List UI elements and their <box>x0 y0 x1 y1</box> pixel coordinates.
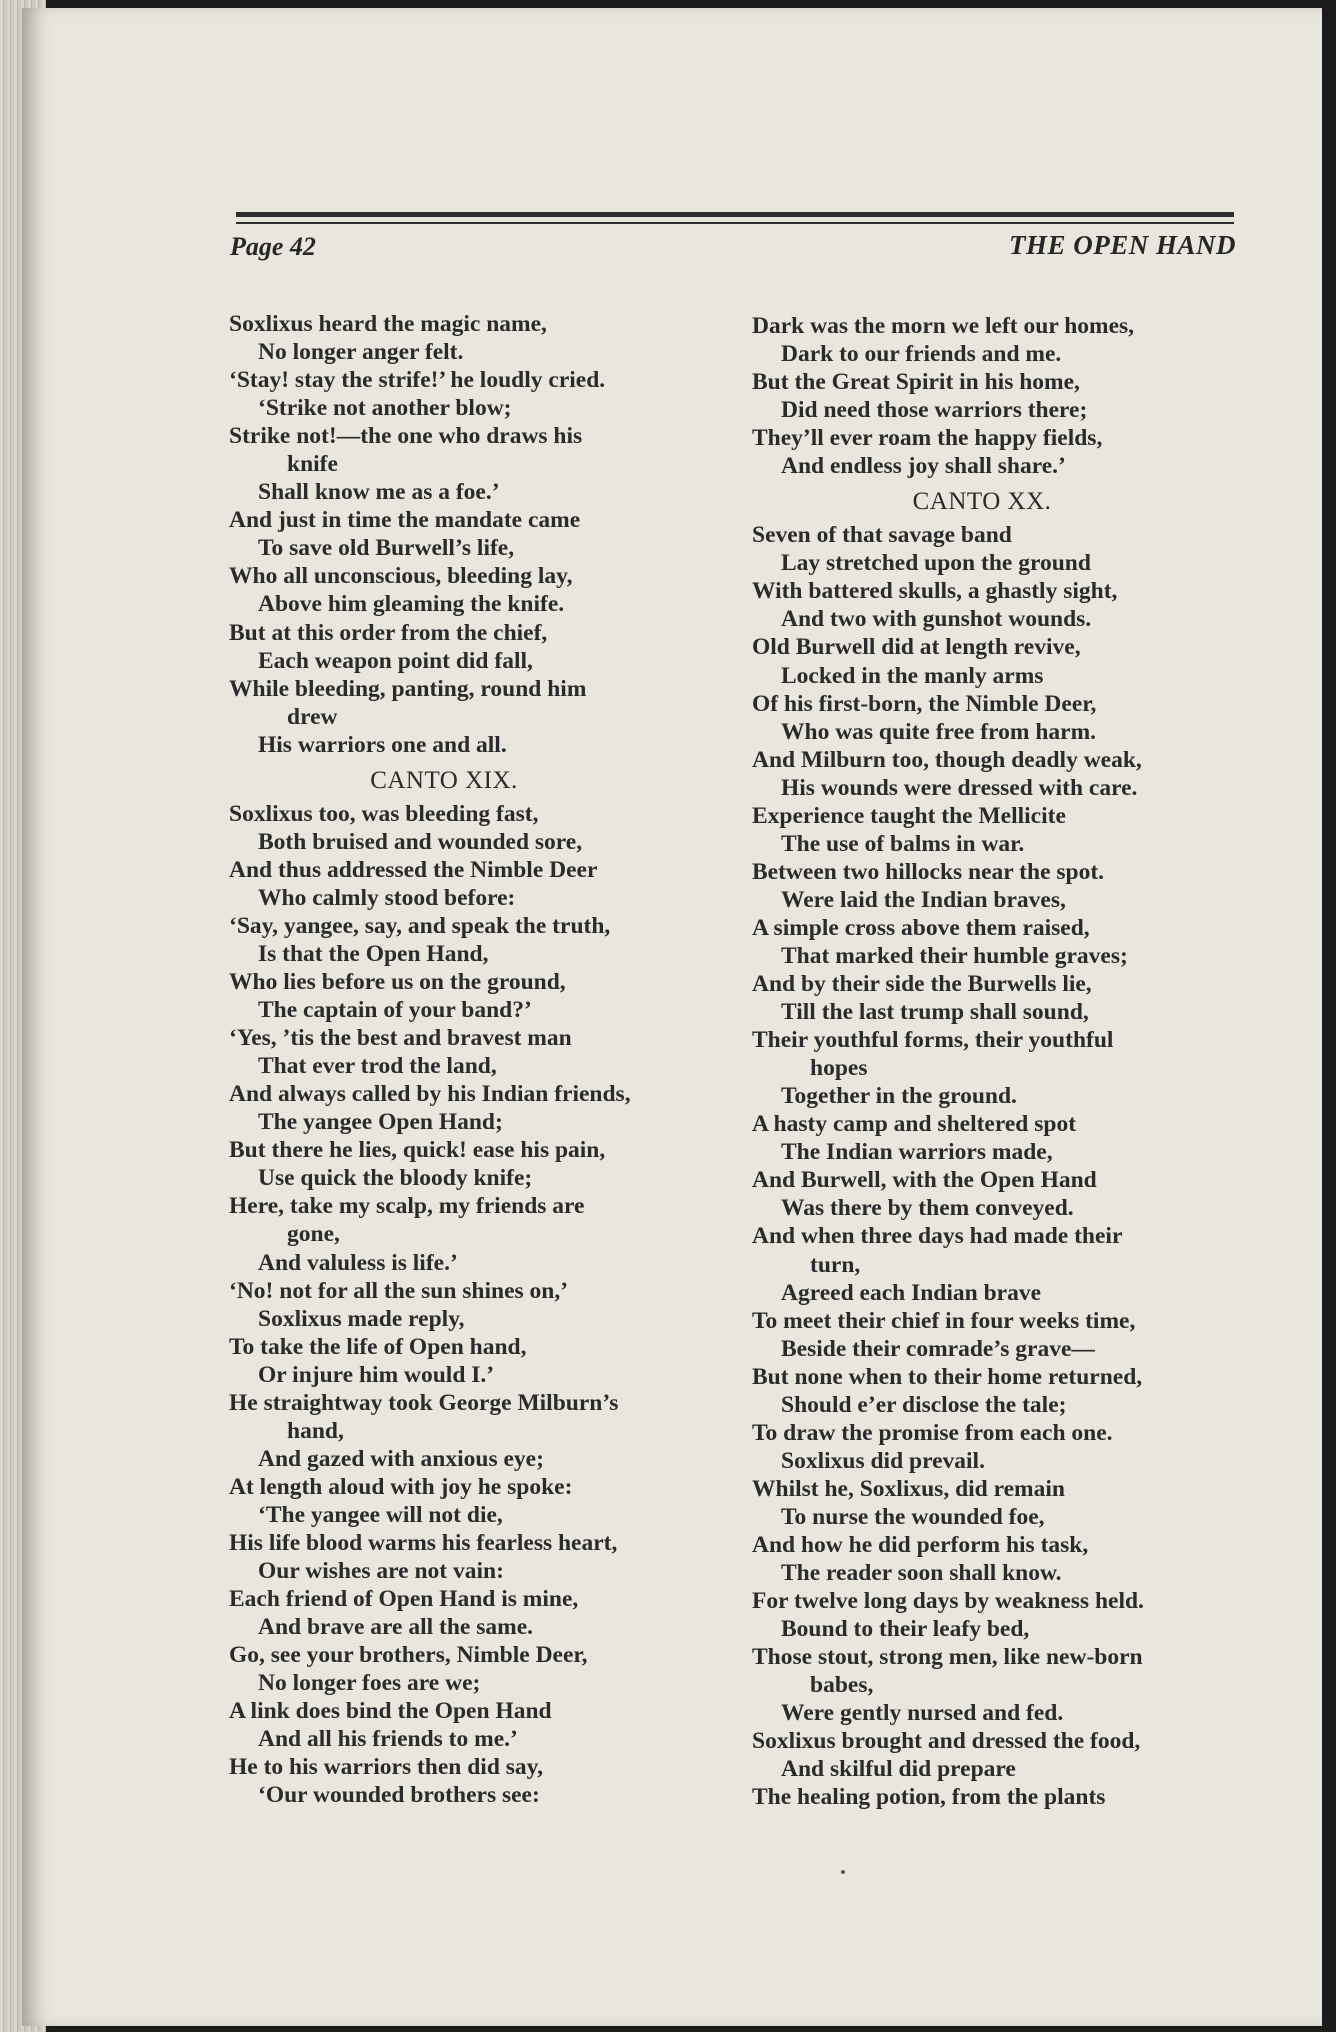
verse-line: A simple cross above them raised, <box>752 914 1090 941</box>
verse-line: Did need those warriors there; <box>781 397 1088 424</box>
verse-line: Who all unconscious, bleeding lay, <box>229 563 573 590</box>
verse-line: knife <box>287 451 338 478</box>
page-number: Page 42 <box>230 232 316 261</box>
verse-line: Or injure him would I.’ <box>258 1361 495 1388</box>
verse-line: And how he did perform his task, <box>752 1531 1089 1558</box>
verse-line: Each friend of Open Hand is mine, <box>229 1586 579 1613</box>
verse-line: Was there by them conveyed. <box>781 1195 1074 1222</box>
verse-line: Were gently nursed and fed. <box>781 1700 1064 1727</box>
verse-line: The reader soon shall know. <box>781 1560 1062 1587</box>
verse-line: And two with gunshot wounds. <box>781 606 1092 633</box>
verse-line: And by their side the Burwells lie, <box>752 971 1092 998</box>
verse-line: ‘No! not for all the sun shines on,’ <box>229 1277 569 1304</box>
verse-line: The captain of your band?’ <box>258 997 532 1024</box>
verse-line: But none when to their home returned, <box>752 1363 1143 1390</box>
verse-line: He straightway took George Milburn’s <box>229 1389 619 1416</box>
verse-line: Between two hillocks near the spot. <box>752 858 1105 885</box>
verse-line: drew <box>287 703 338 730</box>
verse-line: His life blood warms his fearless heart, <box>229 1529 618 1556</box>
verse-line: Each weapon point did fall, <box>258 647 533 674</box>
verse-line: And valuless is life.’ <box>258 1249 458 1276</box>
verse-line: They’ll ever roam the happy fields, <box>752 425 1103 452</box>
verse-line: ‘Strike not another blow; <box>258 395 512 422</box>
verse-line: turn, <box>810 1251 861 1278</box>
verse-line: Is that the Open Hand, <box>258 940 489 967</box>
verse-line: ‘Say, yangee, say, and speak the truth, <box>229 912 611 939</box>
verse-line: Should e’er disclose the tale; <box>781 1391 1067 1418</box>
header-rule-thin <box>236 222 1234 224</box>
verse-line: A hasty camp and sheltered spot <box>752 1111 1077 1138</box>
verse-line: The use of balms in war. <box>781 830 1025 857</box>
verse-line: gone, <box>287 1221 340 1248</box>
verse-line: Experience taught the Mellicite <box>752 802 1066 829</box>
verse-line: Till the last trump shall sound, <box>781 999 1089 1026</box>
verse-line: The healing potion, from the plants <box>752 1784 1106 1811</box>
verse-line: Lay stretched upon the ground <box>781 550 1091 577</box>
verse-line: Both bruised and wounded sore, <box>258 828 583 855</box>
print-speck <box>841 1870 845 1874</box>
verse-line: Those stout, strong men, like new-born <box>752 1644 1143 1671</box>
verse-line: Who was quite free from harm. <box>781 718 1097 745</box>
header-rule-thick <box>236 212 1234 217</box>
verse-line: To take the life of Open hand, <box>229 1333 527 1360</box>
verse-line: Here, take my scalp, my friends are <box>229 1193 585 1220</box>
verse-line: Dark to our friends and me. <box>781 341 1062 368</box>
verse-line: Seven of that savage band <box>752 522 1012 549</box>
verse-line: To meet their chief in four weeks time, <box>752 1307 1136 1334</box>
verse-line: ‘Stay! stay the strife!’ he loudly cried. <box>229 367 606 394</box>
verse-line: Their youthful forms, their youthful <box>752 1027 1114 1054</box>
verse-line: And when three days had made their <box>752 1223 1123 1250</box>
verse-line: That ever trod the land, <box>258 1053 497 1080</box>
verse-line: Who calmly stood before: <box>258 884 516 911</box>
verse-line: Soxlixus heard the magic name, <box>229 311 547 337</box>
verse-line: Agreed each Indian brave <box>781 1279 1042 1306</box>
verse-line: And Burwell, with the Open Hand <box>752 1167 1097 1194</box>
verse-line: And all his friends to me.’ <box>258 1726 518 1753</box>
canto-heading: CANTO XIX. <box>370 766 518 794</box>
verse-line: The yangee Open Hand; <box>258 1109 503 1136</box>
verse-line: Soxlixus brought and dressed the food, <box>752 1728 1141 1755</box>
verse-line: And just in time the mandate came <box>229 507 581 534</box>
verse-line: But at this order from the chief, <box>229 619 548 646</box>
verse-line: To draw the promise from each one. <box>752 1419 1113 1446</box>
running-title: THE OPEN HAND <box>1008 230 1236 260</box>
verse-line: The Indian warriors made, <box>781 1139 1053 1166</box>
verse-line: Go, see your brothers, Nimble Deer, <box>229 1642 588 1669</box>
verse-line: No longer anger felt. <box>258 339 464 366</box>
poem-column-right <box>752 312 1272 1811</box>
verse-line: And thus addressed the Nimble Deer <box>229 856 598 883</box>
verse-line: ‘Yes, ’tis the best and bravest man <box>229 1025 572 1052</box>
verse-line: ‘Our wounded brothers see: <box>258 1782 540 1809</box>
poem-column-left <box>229 310 749 1809</box>
verse-line: With battered skulls, a ghastly sight, <box>752 578 1118 605</box>
canto-heading: CANTO XX. <box>912 488 1052 516</box>
verse-line: Our wishes are not vain: <box>258 1558 504 1585</box>
verse-line: hand, <box>287 1417 344 1444</box>
verse-line: Old Burwell did at length revive, <box>752 634 1081 661</box>
verse-line: Locked in the manly arms <box>781 662 1044 689</box>
verse-line: At length aloud with joy he spoke: <box>229 1473 573 1500</box>
verse-line: And Milburn too, though deadly weak, <box>752 746 1142 773</box>
verse-line: hopes <box>810 1055 868 1082</box>
verse-line: A link does bind the Open Hand <box>229 1698 552 1725</box>
verse-line: Bound to their leafy bed, <box>781 1616 1030 1643</box>
verse-line: His wounds were dressed with care. <box>781 774 1138 801</box>
verse-line: Were laid the Indian braves, <box>781 886 1066 913</box>
verse-line: Use quick the bloody knife; <box>258 1165 533 1192</box>
verse-line: Together in the ground. <box>781 1083 1017 1110</box>
verse-line: Who lies before us on the ground, <box>229 969 566 996</box>
verse-line: Soxlixus made reply, <box>258 1305 465 1332</box>
verse-line: While bleeding, panting, round him <box>229 675 587 702</box>
verse-line: To nurse the wounded foe, <box>781 1503 1045 1530</box>
verse-line: Soxlixus did prevail. <box>781 1447 985 1474</box>
verse-line: For twelve long days by weakness held. <box>752 1588 1144 1615</box>
verse-line: Soxlixus too, was bleeding fast, <box>229 800 539 827</box>
verse-line: Strike not!—the one who draws his <box>229 423 583 450</box>
verse-line: No longer foes are we; <box>258 1670 481 1697</box>
verse-line: babes, <box>810 1672 874 1699</box>
verse-line: Beside their comrade’s grave— <box>781 1335 1095 1362</box>
verse-line: His warriors one and all. <box>258 731 507 758</box>
verse-line: And always called by his Indian friends, <box>229 1081 631 1108</box>
verse-line: That marked their humble graves; <box>781 942 1128 969</box>
verse-line: And gazed with anxious eye; <box>258 1445 544 1472</box>
verse-line: To save old Burwell’s life, <box>258 535 515 562</box>
verse-line: Above him gleaming the knife. <box>258 591 565 618</box>
verse-line: And endless joy shall share.’ <box>781 453 1066 480</box>
verse-line: ‘The yangee will not die, <box>258 1501 503 1528</box>
verse-line: Whilst he, Soxlixus, did remain <box>752 1475 1065 1502</box>
verse-line: But the Great Spirit in his home, <box>752 369 1080 396</box>
verse-line: Of his first-born, the Nimble Deer, <box>752 690 1097 717</box>
verse-line: And brave are all the same. <box>258 1614 534 1641</box>
verse-line: And skilful did prepare <box>781 1756 1016 1783</box>
verse-line: But there he lies, quick! ease his pain, <box>229 1137 606 1164</box>
verse-line: Shall know me as a foe.’ <box>258 479 500 506</box>
verse-line: He to his warriors then did say, <box>229 1754 544 1781</box>
verse-line: Dark was the morn we left our homes, <box>752 313 1135 339</box>
